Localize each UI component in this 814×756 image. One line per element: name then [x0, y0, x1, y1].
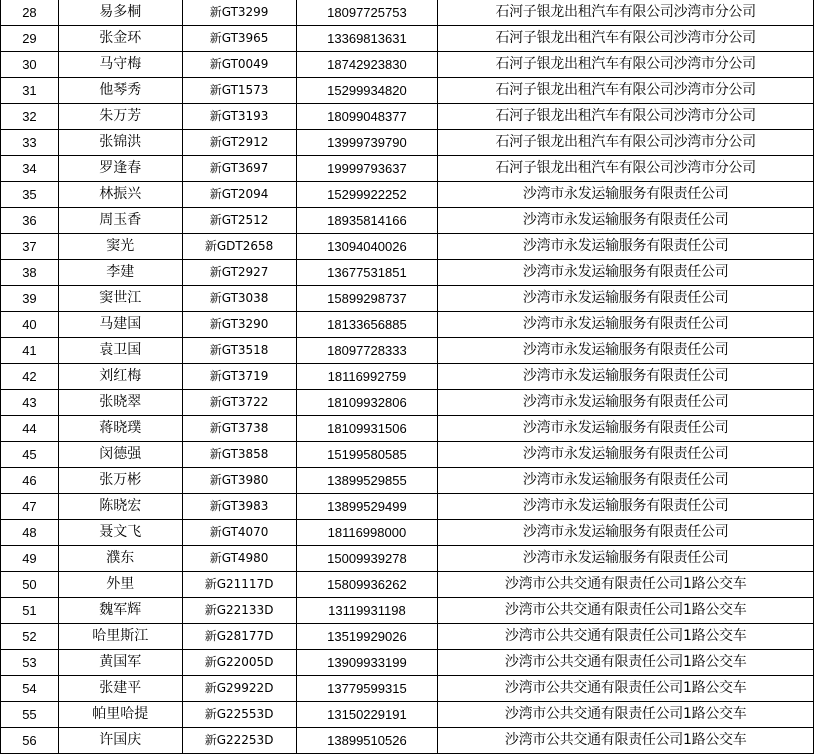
company-name: 石河子银龙出租汽车有限公司沙湾市分公司: [438, 156, 814, 182]
plate-number: 新GT4980: [182, 546, 296, 572]
phone-number: 15009939278: [296, 546, 438, 572]
table-row: [1, 442, 814, 468]
table-row: [1, 208, 814, 234]
plate-number: 新G22253D: [182, 728, 296, 754]
driver-name: 许国庆: [58, 728, 182, 754]
table-row: [1, 130, 814, 156]
driver-name: 濮东: [58, 546, 182, 572]
phone-number: 15299934820: [296, 78, 438, 104]
driver-name: 闵德强: [58, 442, 182, 468]
table-row: [1, 390, 814, 416]
phone-number: 13999739790: [296, 130, 438, 156]
driver-name: 外里: [58, 572, 182, 598]
driver-name: 罗逢春: [58, 156, 182, 182]
driver-name: 刘红梅: [58, 364, 182, 390]
driver-name: 张锦洪: [58, 130, 182, 156]
plate-number: 新GT3983: [182, 494, 296, 520]
phone-number: 18116992759: [296, 364, 438, 390]
company-name: 沙湾市永发运输服务有限责任公司: [438, 312, 814, 338]
phone-number: 15899298737: [296, 286, 438, 312]
table-row: [1, 0, 814, 26]
plate-number: 新GT3290: [182, 312, 296, 338]
row-number: 47: [1, 494, 59, 520]
row-number: 39: [1, 286, 59, 312]
phone-number: 13899529499: [296, 494, 438, 520]
table-row: [1, 468, 814, 494]
plate-number: 新GT3193: [182, 104, 296, 130]
company-name: 沙湾市公共交通有限责任公司1路公交车: [438, 702, 814, 728]
driver-name: 他琴秀: [58, 78, 182, 104]
plate-number: 新GT3858: [182, 442, 296, 468]
phone-number: 18109931506: [296, 416, 438, 442]
phone-number: 18935814166: [296, 208, 438, 234]
table-row: [1, 598, 814, 624]
company-name: 沙湾市永发运输服务有限责任公司: [438, 208, 814, 234]
row-number: 31: [1, 78, 59, 104]
driver-name: 林振兴: [58, 182, 182, 208]
table-row: [1, 416, 814, 442]
phone-number: 15809936262: [296, 572, 438, 598]
driver-name: 窦世江: [58, 286, 182, 312]
phone-number: 18099048377: [296, 104, 438, 130]
table-row: [1, 546, 814, 572]
plate-number: 新GT2512: [182, 208, 296, 234]
company-name: 石河子银龙出租汽车有限公司沙湾市分公司: [438, 78, 814, 104]
table-row: [1, 494, 814, 520]
row-number: 36: [1, 208, 59, 234]
phone-number: 19999793637: [296, 156, 438, 182]
plate-number: 新G28177D: [182, 624, 296, 650]
phone-number: 13899529855: [296, 468, 438, 494]
company-name: 沙湾市永发运输服务有限责任公司: [438, 234, 814, 260]
row-number: 40: [1, 312, 59, 338]
company-name: 石河子银龙出租汽车有限公司沙湾市分公司: [438, 52, 814, 78]
company-name: 沙湾市永发运输服务有限责任公司: [438, 338, 814, 364]
company-name: 石河子银龙出租汽车有限公司沙湾市分公司: [438, 26, 814, 52]
company-name: 沙湾市永发运输服务有限责任公司: [438, 390, 814, 416]
plate-number: 新GT3965: [182, 26, 296, 52]
row-number: 30: [1, 52, 59, 78]
row-number: 34: [1, 156, 59, 182]
driver-name: 李建: [58, 260, 182, 286]
row-number: 43: [1, 390, 59, 416]
company-name: 沙湾市永发运输服务有限责任公司: [438, 520, 814, 546]
phone-number: 13369813631: [296, 26, 438, 52]
plate-number: 新GT2094: [182, 182, 296, 208]
row-number: 48: [1, 520, 59, 546]
row-number: 53: [1, 650, 59, 676]
driver-name: 窦光: [58, 234, 182, 260]
driver-name: 张金环: [58, 26, 182, 52]
driver-name: 张建平: [58, 676, 182, 702]
driver-name: 张万彬: [58, 468, 182, 494]
plate-number: 新G22133D: [182, 598, 296, 624]
table-row: [1, 26, 814, 52]
phone-number: 18116998000: [296, 520, 438, 546]
phone-number: 13677531851: [296, 260, 438, 286]
table-row: [1, 572, 814, 598]
phone-number: 13779599315: [296, 676, 438, 702]
driver-name: 张晓翠: [58, 390, 182, 416]
table-row: [1, 104, 814, 130]
company-name: 沙湾市永发运输服务有限责任公司: [438, 260, 814, 286]
row-number: 54: [1, 676, 59, 702]
company-name: 沙湾市公共交通有限责任公司1路公交车: [438, 650, 814, 676]
company-name: 沙湾市永发运输服务有限责任公司: [438, 494, 814, 520]
driver-name: 朱万芳: [58, 104, 182, 130]
table-row: [1, 364, 814, 390]
company-name: 沙湾市永发运输服务有限责任公司: [438, 364, 814, 390]
row-number: 51: [1, 598, 59, 624]
driver-name: 周玉香: [58, 208, 182, 234]
plate-number: 新G21117D: [182, 572, 296, 598]
row-number: 28: [1, 0, 59, 26]
table-row: [1, 520, 814, 546]
company-name: 石河子银龙出租汽车有限公司沙湾市分公司: [438, 130, 814, 156]
driver-name: 袁卫国: [58, 338, 182, 364]
driver-name: 聂文飞: [58, 520, 182, 546]
table-row: [1, 312, 814, 338]
company-name: 石河子银龙出租汽车有限公司沙湾市分公司: [438, 104, 814, 130]
company-name: 沙湾市永发运输服务有限责任公司: [438, 416, 814, 442]
phone-number: 13909933199: [296, 650, 438, 676]
plate-number: 新GT1573: [182, 78, 296, 104]
row-number: 29: [1, 26, 59, 52]
table-row: [1, 676, 814, 702]
table-row: [1, 260, 814, 286]
driver-name: 马建国: [58, 312, 182, 338]
company-name: 沙湾市公共交通有限责任公司1路公交车: [438, 598, 814, 624]
row-number: 55: [1, 702, 59, 728]
row-number: 56: [1, 728, 59, 754]
plate-number: 新GT3299: [182, 0, 296, 26]
row-number: 32: [1, 104, 59, 130]
row-number: 42: [1, 364, 59, 390]
company-name: 沙湾市永发运输服务有限责任公司: [438, 286, 814, 312]
plate-number: 新GT3518: [182, 338, 296, 364]
row-number: 49: [1, 546, 59, 572]
table-row: [1, 286, 814, 312]
plate-number: 新GT3722: [182, 390, 296, 416]
phone-number: 15299922252: [296, 182, 438, 208]
driver-name: 哈里斯江: [58, 624, 182, 650]
company-name: 沙湾市公共交通有限责任公司1路公交车: [438, 676, 814, 702]
table-row: [1, 624, 814, 650]
row-number: 46: [1, 468, 59, 494]
plate-number: 新GT4070: [182, 520, 296, 546]
plate-number: 新GT3738: [182, 416, 296, 442]
driver-name: 魏军辉: [58, 598, 182, 624]
driver-name: 黄国军: [58, 650, 182, 676]
row-number: 45: [1, 442, 59, 468]
plate-number: 新GT3719: [182, 364, 296, 390]
driver-name: 马守梅: [58, 52, 182, 78]
table-row: [1, 52, 814, 78]
company-name: 沙湾市永发运输服务有限责任公司: [438, 182, 814, 208]
plate-number: 新GT3980: [182, 468, 296, 494]
plate-number: 新GT3038: [182, 286, 296, 312]
row-number: 37: [1, 234, 59, 260]
company-name: 石河子银龙出租汽车有限公司沙湾市分公司: [438, 0, 814, 26]
phone-number: 15199580585: [296, 442, 438, 468]
plate-number: 新G22553D: [182, 702, 296, 728]
phone-number: 13119931198: [296, 598, 438, 624]
phone-number: 18109932806: [296, 390, 438, 416]
row-number: 41: [1, 338, 59, 364]
table-row: [1, 156, 814, 182]
driver-name: 蒋晓璞: [58, 416, 182, 442]
row-number: 33: [1, 130, 59, 156]
plate-number: 新GT3697: [182, 156, 296, 182]
row-number: 52: [1, 624, 59, 650]
plate-number: 新GT0049: [182, 52, 296, 78]
company-name: 沙湾市永发运输服务有限责任公司: [438, 442, 814, 468]
driver-name: 易多桐: [58, 0, 182, 26]
plate-number: 新G22005D: [182, 650, 296, 676]
driver-name: 帕里哈提: [58, 702, 182, 728]
table-row: [1, 702, 814, 728]
table-row: [1, 182, 814, 208]
row-number: 35: [1, 182, 59, 208]
driver-name: 陈晓宏: [58, 494, 182, 520]
phone-number: 13519929026: [296, 624, 438, 650]
company-name: 沙湾市永发运输服务有限责任公司: [438, 468, 814, 494]
company-name: 沙湾市公共交通有限责任公司1路公交车: [438, 572, 814, 598]
row-number: 50: [1, 572, 59, 598]
table-row: [1, 338, 814, 364]
phone-number: 18097728333: [296, 338, 438, 364]
phone-number: 18097725753: [296, 0, 438, 26]
plate-number: 新G29922D: [182, 676, 296, 702]
table-row: [1, 728, 814, 754]
row-number: 38: [1, 260, 59, 286]
table-row: [1, 234, 814, 260]
company-name: 沙湾市公共交通有限责任公司1路公交车: [438, 728, 814, 754]
phone-number: 18742923830: [296, 52, 438, 78]
table-row: [1, 650, 814, 676]
phone-number: 13150229191: [296, 702, 438, 728]
row-number: 44: [1, 416, 59, 442]
plate-number: 新GDT2658: [182, 234, 296, 260]
phone-number: 13094040026: [296, 234, 438, 260]
plate-number: 新GT2912: [182, 130, 296, 156]
company-name: 沙湾市公共交通有限责任公司1路公交车: [438, 624, 814, 650]
company-name: 沙湾市永发运输服务有限责任公司: [438, 546, 814, 572]
phone-number: 13899510526: [296, 728, 438, 754]
phone-number: 18133656885: [296, 312, 438, 338]
plate-number: 新GT2927: [182, 260, 296, 286]
driver-table-body: [1, 0, 814, 754]
table-row: [1, 78, 814, 104]
